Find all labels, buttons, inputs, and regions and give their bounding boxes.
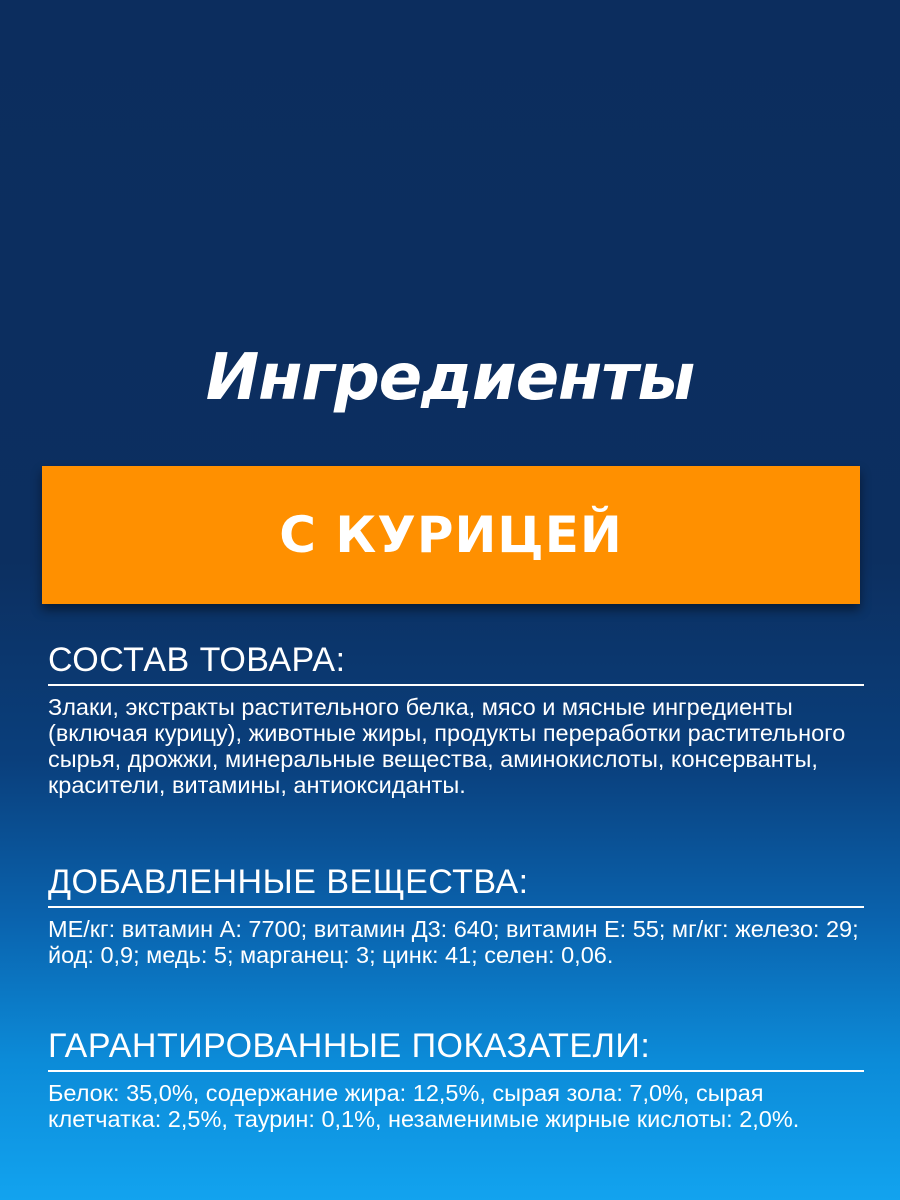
flavor-label: С КУРИЦЕЙ — [279, 506, 623, 564]
guaranteed-text: Белок: 35,0%, содержание жира: 12,5%, сырая зола: 7,0%, сырая клетчатка: 2,5%, таурин: 0,1%, незаменимые жирные кислоты: 2,0%. — [48, 1080, 800, 1132]
flavor-banner — [42, 466, 860, 604]
additives-text: МЕ/кг: витамин А: 7700; витамин Д3: 640; витамин Е: 55; мг/кг: железо: 29; йод: 0,9; медь: 5; марганец: 3; цинк: 41; селен: 0,06. — [48, 916, 859, 968]
guaranteed-heading: ГАРАНТИРОВАННЫЕ ПОКАЗАТЕЛИ: — [48, 1026, 864, 1072]
composition-section — [48, 640, 864, 798]
guaranteed-section — [48, 1026, 864, 1132]
additives-heading: ДОБАВЛЕННЫЕ ВЕЩЕСТВА: — [48, 862, 864, 908]
composition-text: Злаки, экстракты растительного белка, мясо и мясные ингредиенты (включая курицу), животные жиры, продукты переработки растительного сырья, дрожжи, минеральные вещества, аминокислоты, консерванты, красители, витамины, антиоксиданты. — [48, 694, 846, 798]
page-title: Ингредиенты — [205, 341, 695, 415]
composition-heading: СОСТАВ ТОВАРА: — [48, 640, 864, 686]
additives-section — [48, 862, 864, 968]
